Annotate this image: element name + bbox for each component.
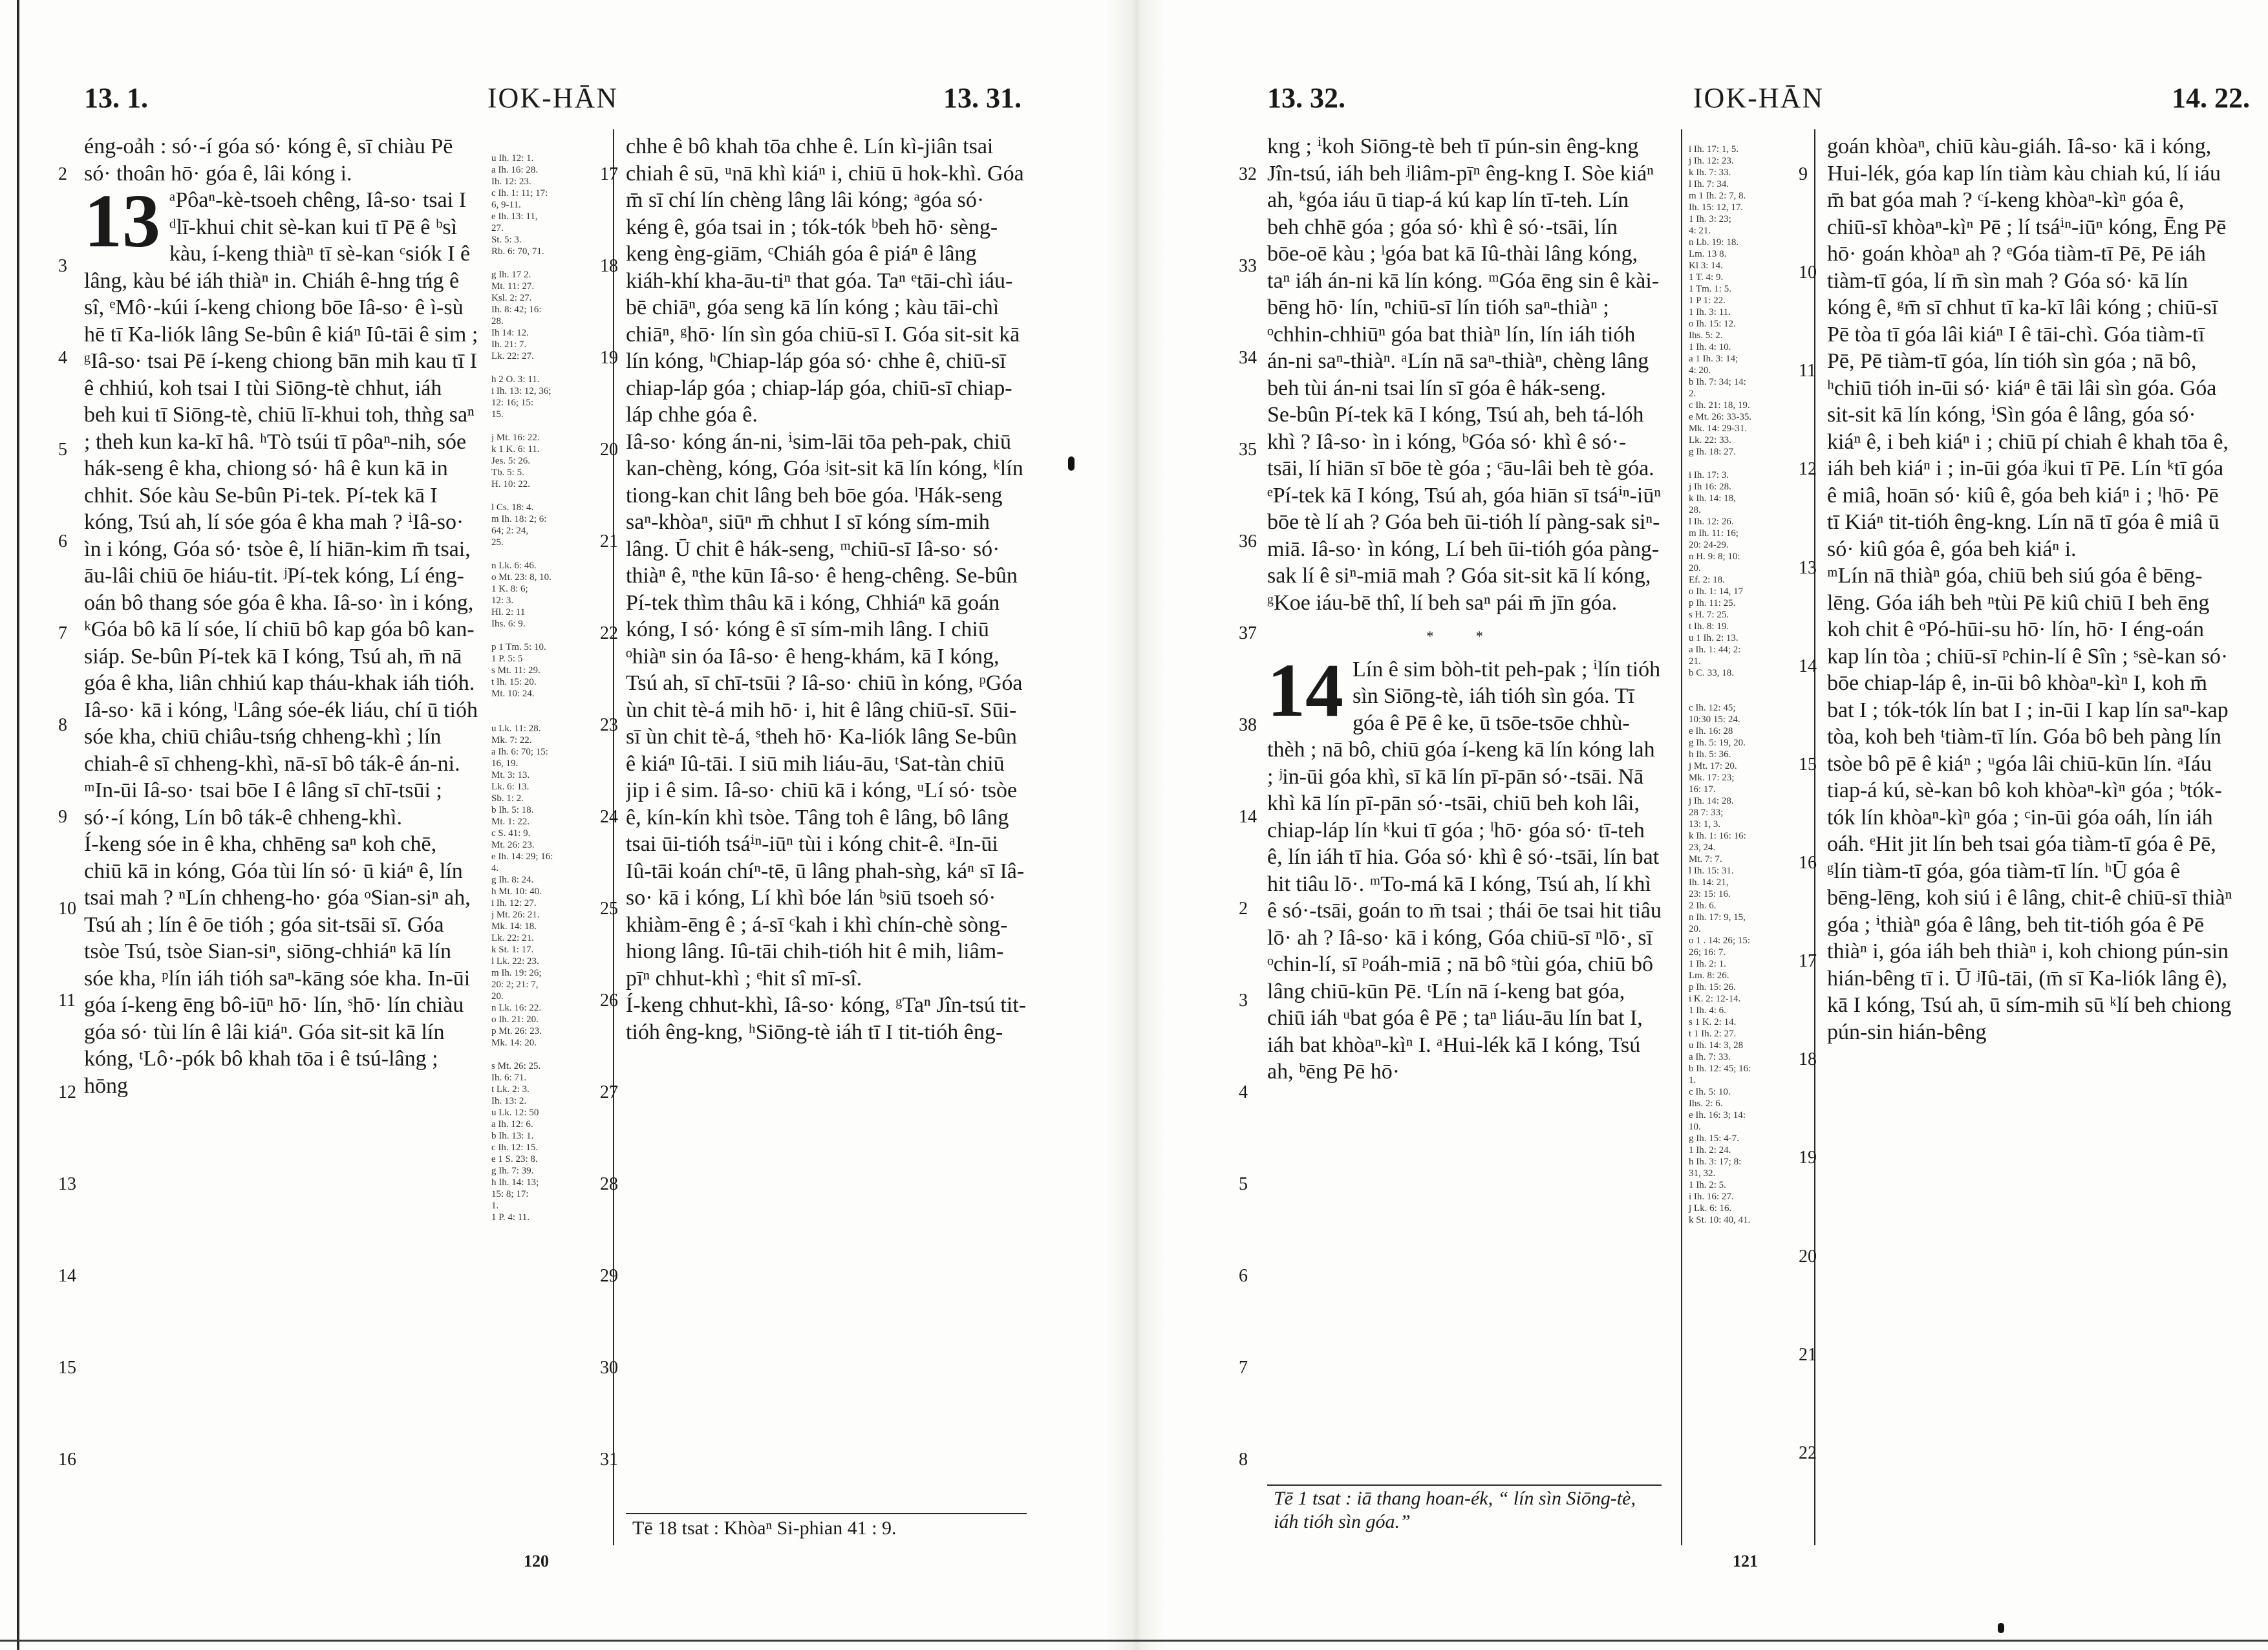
right-column-a bbox=[1267, 133, 1662, 1086]
marginal-reference: g Ih. 5: 19, 20. bbox=[1689, 738, 1746, 748]
verse-number: 26 bbox=[600, 991, 618, 1011]
marginal-reference: 1 P. 5: 5 bbox=[491, 654, 523, 664]
marginal-reference: s H. 7: 25. bbox=[1689, 610, 1729, 620]
verse-number: 3 bbox=[1239, 991, 1248, 1011]
marginal-reference: Ihs. 6: 9. bbox=[491, 619, 526, 629]
marginal-reference: p Ih. 15: 26. bbox=[1689, 982, 1736, 992]
marginal-references-left bbox=[491, 153, 601, 1223]
marginal-reference: Mt. 3: 13. bbox=[491, 770, 530, 780]
marginal-reference: Mt. 7: 7. bbox=[1689, 854, 1722, 864]
book-binding-gutter bbox=[1106, 0, 1165, 1650]
verse-number: 25 bbox=[600, 899, 618, 919]
header-chapter-start: 13. 1. bbox=[84, 82, 148, 114]
header-chapter-end: 14. 22. bbox=[2172, 82, 2250, 114]
marginal-reference: Lk. 22: 33. bbox=[1689, 435, 1731, 445]
marginal-reference: 1 Ih. 2: 1. bbox=[1689, 959, 1726, 969]
marginal-reference: e Ih. 14: 29; 16: bbox=[491, 852, 553, 862]
verse-number: 8 bbox=[1239, 1450, 1248, 1470]
marginal-reference: H. 10: 22. bbox=[491, 479, 530, 489]
verse-number: 12 bbox=[58, 1082, 76, 1102]
marginal-reference: i Ih. 17: 1, 5. bbox=[1689, 144, 1739, 155]
verse-number: 22 bbox=[1799, 1442, 1817, 1463]
marginal-reference: j Mt. 16: 22. bbox=[491, 433, 540, 443]
marginal-reference: k Ih. 14: 18, bbox=[1689, 493, 1736, 504]
marginal-reference: Mt. 11: 27. bbox=[491, 281, 535, 292]
marginal-reference: u Ih. 14: 3, 28 bbox=[1689, 1040, 1744, 1051]
marginal-reference: m Ih. 19: 26; bbox=[491, 968, 542, 978]
marginal-reference: Ksl. 2: 27. bbox=[491, 293, 532, 303]
marginal-reference: 20: 2; 21: 7, bbox=[491, 980, 539, 990]
marginal-reference: 10:30 15: 24. bbox=[1689, 714, 1740, 725]
column-rule bbox=[1814, 129, 1815, 1545]
marginal-reference: h Mt. 10: 40. bbox=[491, 886, 542, 897]
marginal-reference: 1 T. 4: 9. bbox=[1689, 272, 1724, 283]
marginal-reference: h 2 O. 3: 11. bbox=[491, 374, 540, 385]
marginal-reference: m 1 Ih. 2: 7, 8. bbox=[1689, 191, 1746, 201]
verse-number: 30 bbox=[600, 1358, 618, 1378]
marginal-reference: o Ih. 1: 14, 17 bbox=[1689, 586, 1744, 597]
marginal-reference: l Cs. 18: 4. bbox=[491, 502, 534, 513]
marginal-reference: g Ih. 15: 4-7. bbox=[1689, 1133, 1739, 1144]
verse-number: 19 bbox=[1799, 1148, 1817, 1168]
chapter-drop-number: 13 bbox=[84, 178, 160, 263]
marginal-reference: 2. bbox=[1689, 389, 1696, 399]
verse-number: 7 bbox=[58, 623, 67, 643]
verse-number: 31 bbox=[600, 1450, 618, 1470]
verse-number: 20 bbox=[1799, 1246, 1817, 1267]
marginal-reference: u 1 Ih. 2: 13. bbox=[1689, 633, 1738, 643]
marginal-reference: 27. bbox=[491, 223, 504, 233]
verse-number: 10 bbox=[1799, 262, 1817, 283]
verse-number: 28 bbox=[600, 1174, 618, 1194]
marginal-reference: b C. 33, 18. bbox=[1689, 668, 1735, 678]
marginal-reference: Ih. 15: 12, 17. bbox=[1689, 202, 1744, 213]
marginal-reference: Lm. 13 8. bbox=[1689, 249, 1727, 259]
verse-number: 15 bbox=[1799, 754, 1817, 775]
marginal-reference: 1 K. 8: 6; bbox=[491, 584, 528, 594]
marginal-reference bbox=[491, 700, 601, 711]
marginal-reference: Ih. 6: 71. bbox=[491, 1073, 527, 1083]
marginal-reference: Ih. 14: 21, bbox=[1689, 877, 1729, 888]
marginal-reference: o 1 . 14: 26; 15: bbox=[1689, 936, 1751, 946]
marginal-reference: Ef. 2: 18. bbox=[1689, 575, 1725, 585]
marginal-reference: a Ih. 12: 6. bbox=[491, 1119, 533, 1130]
paragraph: éng-oảh : só·-í góa só· kóng ê, sī chiàu Pē só· thoân hō· góa ê, lâi kóng i. bbox=[84, 134, 453, 186]
marginal-reference: j Ih. 14: 28. bbox=[1689, 796, 1734, 806]
verse-number: 14 bbox=[58, 1266, 76, 1286]
marginal-reference: 2 Ih. 6. bbox=[1689, 901, 1717, 911]
marginal-reference: b Ih. 7: 34; 14: bbox=[1689, 377, 1746, 387]
marginal-reference: h Ih. 5: 36. bbox=[1689, 749, 1731, 760]
marginal-reference: Ih. 13: 2. bbox=[491, 1096, 527, 1106]
column-rule bbox=[1681, 129, 1682, 1545]
marginal-reference: n Ih. 17: 9, 15, bbox=[1689, 912, 1746, 923]
marginal-reference: n Lb. 19: 18. bbox=[1689, 237, 1739, 248]
marginal-reference: u Lk. 11: 28. bbox=[491, 723, 541, 734]
marginal-reference: e 1 S. 23: 8. bbox=[491, 1154, 538, 1164]
marginal-reference bbox=[491, 490, 601, 502]
paragraph: goán khòaⁿ, chiū kàu-giáh. Iâ-so· kā i kóng, Hui-lék, góa kap lín tiàm kàu chiah kú, lí iáu m̄ bat góa mah ? ᶜí-keng khòaⁿ-kìⁿ góa ê, chiū-sī khòaⁿ-kìⁿ Pē ; lí tsáⁱⁿ-iūⁿ kóng, Ēng Pē hō· goán khòaⁿ ah ? ᵉGóa tiàm-tī Pē, Pē iáh tiàm-tī góa, lí m̄ sìn mah ? Góa só· kā lín kóng ê, ᵍm̄ sī chhut tī ka-kī lâi kóng ; chiū-sī Pē tòa tī góa lâi kiáⁿ I ê tāi-chì. Góa tiàm-tī Pē, Pē tiàm-tī góa, lín tióh sìn góa ; nā bô, ʰchiū tióh in-ūi só· kiáⁿ ê tāi lâi sìn góa. Góa sit-sit kā lín kóng, ⁱSìn góa ê lâng, góa só· kiáⁿ ê, i beh kiáⁿ i ; chiū pí chiah ê khah tōa ê, iáh beh kiáⁿ i ; in-ūi góa ʲkui tī Pē. Lín ᵏtī góa ê miâ, hoān só· kiû ê, góa beh kiáⁿ i ; ˡhō· Pē tī Kiáⁿ tit-tióh êng-kng. Lín nā tī góa ê miâ ū só· kiû góa ê, góa beh kiáⁿ i. bbox=[1827, 134, 2229, 561]
marginal-reference: o Ih. 15: 12. bbox=[1689, 319, 1736, 329]
marginal-reference: Mt. 1: 22. bbox=[491, 817, 530, 827]
verse-number: 14 bbox=[1799, 656, 1817, 676]
marginal-reference: Lk. 22: 27. bbox=[491, 351, 534, 361]
marginal-reference: k Ih. 7: 33. bbox=[1689, 167, 1731, 178]
marginal-reference: 16: 17. bbox=[1689, 784, 1716, 795]
verse-number: 9 bbox=[58, 807, 67, 827]
verse-number: 14 bbox=[1239, 807, 1257, 827]
marginal-reference: l Ih. 12: 26. bbox=[1689, 517, 1734, 527]
marginal-reference: b Ih. 13: 1. bbox=[491, 1131, 534, 1141]
marginal-reference: t Lk. 2: 3. bbox=[491, 1084, 530, 1095]
marginal-reference: t Ih. 15: 20. bbox=[491, 677, 537, 687]
marginal-reference: 28. bbox=[1689, 505, 1701, 515]
verse-number: 21 bbox=[600, 531, 618, 552]
marginal-reference: 15. bbox=[491, 409, 504, 420]
verse-number: 21 bbox=[1799, 1344, 1817, 1365]
marginal-reference: c Ih. 21: 18, 19. bbox=[1689, 400, 1750, 411]
verse-number: 23 bbox=[600, 715, 618, 735]
page-number: 120 bbox=[524, 1552, 549, 1570]
section-divider: * * bbox=[1426, 628, 1503, 644]
marginal-reference: b Ih. 12: 45; 16: bbox=[1689, 1064, 1751, 1074]
marginal-reference: Mt. 10: 24. bbox=[491, 689, 535, 699]
marginal-reference: Ihs. 5: 2. bbox=[1689, 330, 1723, 341]
verse-number: 27 bbox=[600, 1082, 618, 1102]
chapter-drop-number: 14 bbox=[1267, 647, 1343, 733]
paragraph: Í-keng chhut-khì, Iâ-so· kóng, ᵍTaⁿ Jîn-tsú tit-tióh êng-kng, ʰSiōng-tè iáh tī I tit-tióh êng- bbox=[626, 993, 1027, 1044]
marginal-reference: 4: 20. bbox=[1689, 365, 1711, 376]
marginal-reference: 23: 15: 16. bbox=[1689, 889, 1731, 899]
marginal-reference: 1. bbox=[491, 1201, 499, 1211]
marginal-reference: Lm. 8: 26. bbox=[1689, 970, 1729, 981]
marginal-reference: t 1 Ih. 2: 27. bbox=[1689, 1029, 1737, 1039]
verse-number: 7 bbox=[1239, 1358, 1248, 1378]
verse-number: 6 bbox=[1239, 1266, 1248, 1286]
paragraph: Lín ê sim bòh-tit peh-pak ; ⁱlín tióh sìn Siōng-tè, iáh tióh sìn góa. Tī góa ê Pē ê ke, ū tsōe-tsōe chhù-thèh ; nā bô, chiū góa í-keng kā lín kóng lah ; ʲin-ūi góa khì, sī kā lín pī-pān só·-tsāi. Nā khì kā lín pī-pān só·-tsāi, chiū beh koh lâi, chiap-láp lín ᵏkui tī góa ; ˡhō· góa só· tī-teh ê, lín iáh tī hia. Góa só· khì ê só·-tsāi, lín bat hit tiâu lō·. ᵐTo-má kā I kóng, Tsú ah, lí khì ê só·-tsāi, goán to m̄ tsai ; thái ōe tsai hit tiâu lō· ah ? Iâ-so· kā i kóng, Góa chiū-sī ⁿlō·, sī ᵒchin-lí, sī ᵖoáh-miā ; nā bô ˢtùi góa, chiū bô lâng chiū-kūn Pē. ᵗLín nā í-keng bat góa, chiū iáh ᵘbat góa ê Pē ; taⁿ liáu-āu lín bat I, iáh bat khòaⁿ-kìⁿ I. ᵃHui-lék kā I kóng, Tsú ah, ᵇēng Pē hō· bbox=[1267, 657, 1662, 1084]
marginal-reference: 23, 24. bbox=[1689, 842, 1716, 853]
verse-number: 17 bbox=[600, 164, 618, 184]
marginal-reference: Lk. 6: 13. bbox=[491, 782, 530, 792]
marginal-reference: 64; 2: 24, bbox=[491, 526, 529, 536]
paragraph: chhe ê bô khah tōa chhe ê. Lín kì-jiân tsai chiah ê sū, ᵘnā khì kiáⁿ i, chiū ū hok-khì. Góa m̄ sī chí lín chèng lâng lâi kóng; ᵃgóa só· kéng ê, góa tsai in ; tók-tók ᵇbeh hō· sèng-keng èng-giām, ᶜChiáh góa ê piáⁿ ê lâng kiáh-khí kha-āu-tiⁿ that góa. Taⁿ ᵉtāi-chì iáu-bē chiāⁿ, góa seng kā lín kóng ; kàu tāi-chì chiāⁿ, ᵍhō· lín sìn góa chiū-sī I. Góa sit-sit kā lín kóng, ʰChiap-láp góa só· chhe ê, chiū-sī chiap-láp góa ; chiap-láp góa, chiū-sī chiap-láp chhe góa ê. bbox=[626, 134, 1024, 427]
marginal-reference: k St. 1: 17. bbox=[491, 945, 534, 955]
marginal-reference: m Ih. 11: 16; bbox=[1689, 528, 1738, 539]
verse-number: 2 bbox=[58, 164, 67, 184]
marginal-reference: 16, 19. bbox=[491, 758, 519, 769]
marginal-reference: 20. bbox=[1689, 563, 1701, 573]
marginal-reference: 28 7: 33; bbox=[1689, 808, 1724, 818]
marginal-reference: Mt. 26: 23. bbox=[491, 840, 535, 850]
marginal-reference: Rb. 6: 70, 71. bbox=[491, 246, 544, 257]
marginal-reference: 1 Ih. 4: 6. bbox=[1689, 1005, 1726, 1016]
marginal-reference: n Lk. 6: 46. bbox=[491, 561, 537, 571]
marginal-reference: 31, 32. bbox=[1689, 1168, 1716, 1179]
verse-number: 4 bbox=[58, 348, 67, 368]
verse-number: 11 bbox=[58, 991, 76, 1011]
verse-number: 3 bbox=[58, 256, 67, 276]
marginal-reference: Mk. 17: 23; bbox=[1689, 773, 1735, 783]
marginal-reference: i Ih. 13: 12, 36; bbox=[491, 386, 551, 396]
marginal-reference: h Ih. 14: 13; bbox=[491, 1177, 539, 1188]
paragraph: Se-bûn Pí-tek kā I kóng, Tsú ah, beh tá-lóh khì ? Iâ-so· ìn i kóng, ᵇGóa só· khì ê só·-tsāi, lí hiān sī bōe tè góa ; ᶜāu-lâi beh tè góa. ᵉPí-tek kā I kóng, Tsú ah, góa hiān sī tsáⁱⁿ-iūⁿ bōe tè lí ah ? Góa beh ūi-tióh lí pàng-sak siⁿ-miā. Iâ-so· ìn kóng, Lí beh ūi-tióh góa pàng-sak lí ê siⁿ-miā mah ? Góa sit-sit kā lí kóng, ᵍKoe iáu-bē thî, lí beh saⁿ pái m̄ jīn góa. bbox=[1267, 403, 1662, 615]
marginal-reference: 25. bbox=[491, 537, 504, 548]
marginal-reference: 1 P 1: 22. bbox=[1689, 295, 1726, 306]
marginal-reference bbox=[491, 630, 601, 641]
marginal-reference: Kl 3: 14. bbox=[1689, 261, 1723, 271]
right-column-b bbox=[1827, 133, 2234, 1045]
verse-number: 20 bbox=[600, 440, 618, 460]
verse-number: 6 bbox=[58, 531, 67, 552]
marginal-reference: k St. 10: 40, 41. bbox=[1689, 1215, 1751, 1225]
marginal-reference: k 1 K. 6: 11. bbox=[491, 444, 540, 455]
paragraph: Iâ-so· kóng án-ni, ⁱsim-lāi tōa peh-pak, chiū kan-chèng, kóng, Góa ʲsit-sit kā lín kóng, ᵏlín tiong-kan chit lâng beh bōe góa. ˡHák-seng saⁿ-khòaⁿ, siūⁿ m̄ chhut I sī kóng sím-mih lâng. Ū chit ê hák-seng, ᵐchiū-sī Iâ-so· só· thiàⁿ ê, ⁿthe kūn Iâ-so· ê heng-chêng. Se-bûn Pí-tek thìm thâu kā i kóng, Chhiáⁿ kā goán kóng, I só· kóng ê sī sím-mih lâng. I chiū ᵒhiàⁿ sin óa Iâ-so· ê heng-khám, kā I kóng, Tsú ah, sī chī-tsūi ? Iâ-so· chiū ìn kóng, ᵖGóa ùn chit tè-á mih hō· i, hit ê lâng chiū-sī. Sūi-sī ùn chit tè-á, ˢtheh hō· Ka-liók lâng Se-bûn ê kiáⁿ Iû-tāi. I siū mih liáu-āu, ᵗSat-tàn chiū jip i ê sim. Iâ-so· chiū kā i kóng, ᵘLí só· tsòe ê, kín-kín khì tsòe. Tâng toh ê lâng, bô lâng tsai ūi-tióh tsáⁱⁿ-iūⁿ tùi i kóng chit-ê. ᵃIn-ūi Iû-tāi koán chíⁿ-tē, ū lâng phah-sǹg, káⁿ sī Iâ-so· kā i kóng, Lí khì bóe lán ᵇsiū tsoeh só· khiàm-ēng ê ; á-sī ᶜkah i khì chín-chè sòng-hiong lâng. Iû-tāi chih-tióh hit ê mih, liâm-pīⁿ chhut-khì ; ᵉhit sî mī-sî. bbox=[626, 429, 1025, 991]
right-page bbox=[1215, 0, 2268, 1650]
marginal-reference: Mk. 14: 29-31. bbox=[1689, 423, 1747, 434]
marginal-reference: c Ih. 5: 10. bbox=[1689, 1087, 1731, 1097]
verse-number: 13 bbox=[58, 1174, 76, 1194]
marginal-reference: h Ih. 3: 17; 8: bbox=[1689, 1157, 1742, 1167]
header-chapter-end: 13. 31. bbox=[943, 82, 1022, 114]
marginal-reference: Ih. 21: 7. bbox=[491, 339, 527, 350]
marginal-reference: i Ih. 12: 27. bbox=[491, 898, 537, 908]
footnote-rule bbox=[1267, 1484, 1662, 1486]
marginal-references-right bbox=[1689, 144, 1805, 1226]
verse-number: 11 bbox=[1799, 361, 1816, 381]
marginal-reference: i K. 2: 12-14. bbox=[1689, 994, 1741, 1004]
marginal-reference bbox=[491, 420, 601, 432]
marginal-reference: Mk. 14: 18. bbox=[491, 921, 537, 932]
marginal-reference bbox=[491, 362, 601, 374]
marginal-reference: Ih. 8: 42; 16: bbox=[491, 305, 542, 315]
verse-number: 16 bbox=[58, 1450, 76, 1470]
left-page bbox=[0, 0, 1112, 1650]
marginal-reference: l Lk. 22: 23. bbox=[491, 956, 539, 967]
marginal-reference: j Mt. 26: 21. bbox=[491, 910, 540, 920]
marginal-reference: g Ih. 17 2. bbox=[491, 270, 531, 280]
marginal-reference: g Ih. 7: 39. bbox=[491, 1166, 534, 1176]
marginal-reference: j Ih. 12: 23. bbox=[1689, 156, 1734, 166]
verse-number: 37 bbox=[1239, 623, 1257, 643]
header-book-title: IOK-HĀN bbox=[1693, 82, 1824, 114]
marginal-reference: Lk. 22: 21. bbox=[491, 933, 534, 943]
marginal-reference: 1. bbox=[1689, 1075, 1696, 1086]
marginal-reference: 1 Tm. 1: 5. bbox=[1689, 284, 1731, 294]
verse-number: 36 bbox=[1239, 531, 1257, 552]
marginal-reference: l Ih. 15: 31. bbox=[1689, 866, 1734, 876]
marginal-reference: a 1 Ih. 3: 14; bbox=[1689, 354, 1738, 364]
marginal-reference bbox=[1689, 679, 1805, 691]
marginal-reference: l Ih. 7: 34. bbox=[1689, 179, 1729, 189]
marginal-reference: 20: 24-29. bbox=[1689, 540, 1729, 550]
verse-number: 19 bbox=[600, 348, 618, 368]
marginal-reference: 1 Ih. 3: 11. bbox=[1689, 307, 1731, 317]
marginal-reference bbox=[491, 257, 601, 269]
marginal-reference: m Ih. 18: 2; 6: bbox=[491, 514, 547, 524]
marginal-reference: Ih 14: 12. bbox=[491, 328, 529, 338]
marginal-reference: 1 Ih. 2: 5. bbox=[1689, 1180, 1726, 1190]
footnote: Tē 18 tsat : Khòaⁿ Si-phian 41 : 9. bbox=[632, 1517, 897, 1539]
left-column-a bbox=[84, 133, 478, 1099]
marginal-reference: a Ih. 1: 44; 2: bbox=[1689, 645, 1741, 655]
verse-number: 2 bbox=[1239, 899, 1248, 919]
marginal-reference bbox=[1689, 458, 1805, 469]
verse-number: 22 bbox=[600, 623, 618, 643]
marginal-reference: j Lk. 6: 16. bbox=[1689, 1203, 1732, 1214]
marginal-reference: s Mt. 26: 25. bbox=[491, 1061, 541, 1071]
marginal-reference: g Ih. 18: 27. bbox=[1689, 447, 1736, 457]
marginal-reference: n H. 9: 8; 10: bbox=[1689, 552, 1740, 562]
verse-number: 18 bbox=[600, 256, 618, 276]
marginal-reference bbox=[491, 711, 601, 723]
paragraph: ᵃPôaⁿ-kè-tsoeh chêng, Iâ-so· tsai I ᵈlī-khui chit sè-kan kui tī Pē ê ᵇsì kàu, í-keng thiàⁿ tī sè-kan ᶜsiók I ê lâng, kàu bé iáh thiàⁿ in. Chiáh ê-hng tńg ê sî, ᵉMô·-kúi í-keng chiong bōe Iâ-so· ê ì-sù hē tī Ka-liók lâng Se-bûn ê kiáⁿ Iû-tāi ê sim ; ᵍIâ-so· tsai Pē í-keng chiong bān mih kau tī I ê chhiú, koh tsai I tùi Siōng-tè chhut, iáh beh kui tī Siōng-tè, chiū lī-khui toh, thǹg saⁿ ; theh kun ka-kī hâ. ʰTò tsúi tī pôaⁿ-nih, sóe hák-seng ê kha, chiong só· hâ ê kun kā in chhit. Sóe kàu Se-bûn Pi-tek. Pí-tek kā I kóng, Tsú ah, lí sóe góa ê kha mah ? ⁱIâ-so· ìn i kóng, Góa só· tsòe ê, lí hiān-kim m̄ tsai, āu-lâi chiū ōe hiáu-tit. ʲPí-tek kóng, Lí éng-oán bô thang sóe góa ê kha. Iâ-so· ìn i kóng, ᵏGóa bô kā lí sóe, lí chiū bô kap góa bô kan-siáp. Se-bûn Pí-tek kā I kóng, Tsú ah, m̄ nā góa ê kha, liân chhiú kap tháu-khak iáh tióh. Iâ-so· kā i kóng, ˡLâng sóe-ék liáu, chí ū tióh sóe kha, chiū chiâu-tsńg chheng-khì ; lín chiah-ê sī chheng-khì, nā-sī bô ták-ê án-ni. ᵐIn-ūi Iâ-so· tsai bōe I ê lâng sī chī-tsūi ; só·-í kóng, Lín bô ták-ê chheng-khì. bbox=[84, 188, 478, 830]
marginal-reference: Mk. 7: 22. bbox=[491, 735, 532, 745]
verse-number: 24 bbox=[600, 807, 618, 827]
marginal-reference bbox=[491, 548, 601, 560]
verse-number: 15 bbox=[58, 1358, 76, 1378]
marginal-reference: p Ih. 11: 25. bbox=[1689, 598, 1736, 608]
paragraph: ᵐLín nā thiàⁿ góa, chiū beh siú góa ê bēng-lēng. Góa iáh beh ⁿtùi Pē kiû chiū I beh ēng koh chit ê ᵒPó-hūi-su hō· lín, hō· I éng-oán kap lín tòa ; chiū-sī ᵖchin-lí ê Sîn ; ˢsè-kan só· bōe chiap-láp ê, in-ūi bô khòaⁿ-kìⁿ I, koh m̄ bat I ; tók-tók lín bat I ; in-ūi I kap lín saⁿ-kap tòa, koh beh ᵗtiàm-tī lín. Góa bô beh pàng lín tsòe bô pē ê kiáⁿ ; ᵘgóa lâi chiū-kūn lín. ᵃIáu tiap-á kú, sè-kan bô koh khòaⁿ-kìⁿ góa ; ᵇtók-tók lín khòaⁿ-kìⁿ góa ; ᶜin-ūi góa oáh, lín iáh oáh. ᵉHit jit lín beh tsai góa tiàm-tī góa ê Pē, ᵍlín tiàm-tī góa, góa tiàm-tī lín. ʰŪ góa ê bēng-lēng, koh siú i ê lâng, chit-ê chiū-sī thiàⁿ góa ; ⁱthiàⁿ góa ê lâng, beh tit-tióh góa ê Pē thiàⁿ i, góa iáh beh thiàⁿ i, koh chiong pún-sin hián-bêng tī i. Ū ʲIû-tāi, (m̄ sī Ka-liók lâng ê), kā I kóng, Tsú ah, ū sím-mih sū ᵏlí beh chiong pún-sin hián-bêng bbox=[1827, 564, 2232, 1044]
marginal-reference: j Ih 16: 28. bbox=[1689, 482, 1731, 492]
marginal-reference: g Ih. 8: 24. bbox=[491, 875, 534, 885]
marginal-reference: Tb. 5: 5. bbox=[491, 467, 524, 478]
verse-number: 13 bbox=[1799, 557, 1817, 578]
marginal-reference: n Lk. 16: 22. bbox=[491, 1003, 542, 1013]
verse-number: 32 bbox=[1239, 164, 1257, 184]
marginal-reference: u Ih. 12: 1. bbox=[491, 153, 534, 164]
marginal-reference: t Ih. 8: 19. bbox=[1689, 621, 1729, 632]
verse-number: 9 bbox=[1799, 164, 1808, 184]
marginal-reference: Mk. 14: 20. bbox=[491, 1038, 537, 1048]
marginal-reference: b Ih. 5: 18. bbox=[491, 805, 534, 815]
marginal-reference: 21. bbox=[1689, 656, 1701, 667]
marginal-reference: 10. bbox=[1689, 1122, 1701, 1132]
verse-number: 10 bbox=[58, 899, 76, 919]
marginal-reference: 1 P. 4: 11. bbox=[491, 1212, 530, 1223]
marginal-reference: 12: 3. bbox=[491, 595, 514, 606]
verse-number: 35 bbox=[1239, 440, 1257, 460]
marginal-reference: 6, 9-11. bbox=[491, 200, 521, 210]
marginal-reference: 26; 16: 7. bbox=[1689, 947, 1726, 958]
verse-number: 5 bbox=[1239, 1174, 1248, 1194]
footnote-rule bbox=[626, 1513, 1027, 1514]
marginal-reference: u Lk. 12: 50 bbox=[491, 1108, 539, 1118]
marginal-reference: c Ih. 12: 15. bbox=[491, 1142, 539, 1153]
marginal-reference: c Ih. 1: 11; 17: bbox=[491, 188, 548, 198]
marginal-reference: 20. bbox=[491, 991, 504, 1002]
marginal-reference: e Ih. 16: 28 bbox=[1689, 726, 1733, 736]
marginal-reference: a Ih. 16: 28. bbox=[491, 165, 539, 175]
verse-number: 8 bbox=[58, 715, 67, 735]
marginal-reference: i Ih. 16: 27. bbox=[1689, 1192, 1734, 1202]
marginal-reference: Ih. 12: 23. bbox=[491, 177, 531, 187]
marginal-reference: St. 5: 3. bbox=[491, 235, 522, 245]
marginal-reference: 1 Ih. 3: 23; bbox=[1689, 214, 1731, 224]
marginal-reference: e Ih. 16: 3; 14: bbox=[1689, 1110, 1746, 1120]
marginal-reference: k Ih. 1: 16: 16: bbox=[1689, 831, 1746, 841]
verse-number: 33 bbox=[1239, 256, 1257, 276]
verse-number: 16 bbox=[1799, 853, 1817, 873]
marginal-reference: o Mt. 23: 8, 10. bbox=[491, 572, 551, 583]
marginal-reference: s 1 K. 2: 14. bbox=[1689, 1017, 1737, 1027]
marginal-reference: 4: 21. bbox=[1689, 226, 1711, 236]
marginal-reference bbox=[491, 1049, 601, 1060]
column-rule bbox=[613, 129, 614, 1545]
marginal-reference: a Ih. 7: 33. bbox=[1689, 1052, 1731, 1062]
marginal-reference: c Ih. 12: 45; bbox=[1689, 703, 1736, 713]
marginal-reference: i Ih. 17: 3. bbox=[1689, 470, 1729, 480]
marginal-reference: 1 Ih. 4: 10. bbox=[1689, 342, 1731, 352]
verse-number: 12 bbox=[1799, 459, 1817, 480]
left-column-b bbox=[626, 133, 1027, 1045]
verse-number: 34 bbox=[1239, 348, 1257, 368]
marginal-reference: e Ih. 13: 11, bbox=[491, 211, 538, 222]
marginal-reference: Hl. 2: 11 bbox=[491, 607, 526, 617]
marginal-reference: Sb. 1: 2. bbox=[491, 793, 524, 804]
marginal-reference bbox=[1689, 691, 1805, 702]
marginal-reference: 1 Ih. 2: 24. bbox=[1689, 1145, 1731, 1155]
verse-number: 38 bbox=[1239, 715, 1257, 735]
marginal-reference: e Mt. 26: 33-35. bbox=[1689, 412, 1752, 422]
footnote: Tē 1 tsat : iā thang hoan-ék, “ lín sìn Siōng-tè, iáh tióh sìn góa.” bbox=[1274, 1488, 1636, 1532]
marginal-reference: 28. bbox=[491, 316, 504, 327]
marginal-reference: 12: 16; 15: bbox=[491, 398, 534, 408]
header-chapter-start: 13. 32. bbox=[1267, 82, 1345, 114]
verse-number: 18 bbox=[1799, 1049, 1817, 1070]
page-number: 121 bbox=[1733, 1552, 1758, 1570]
marginal-reference: 15: 8; 17: bbox=[491, 1189, 529, 1199]
marginal-reference: Jes. 5: 26. bbox=[491, 456, 530, 466]
marginal-reference: s Mt. 11: 29. bbox=[491, 665, 540, 676]
paragraph: kng ; ⁱkoh Siōng-tè beh tī pún-sin êng-kng Jîn-tsú, iáh beh ʲliâm-pīⁿ êng-kng I. Sòe kiáⁿ ah, ᵏgóa iáu ū tiap-á kú kap lín tī-teh. Lín beh chhē góa ; góa só· khì ê só·-tsāi, lín bōe-oē kàu ; ˡgóa bat kā Iû-thài lâng kóng, taⁿ iáh án-ni kā lín kóng. ᵐGóa ēng sin ê kài-bēng hō· lín, ⁿchiū-sī lín tióh saⁿ-thiàⁿ ; ᵒchhin-chhiūⁿ góa bat thiàⁿ lín, lín iáh tióh án-ni saⁿ-thiàⁿ. ᵃLín nā saⁿ-thiàⁿ, chèng lâng beh tùi án-ni tsai lín sī góa ê hák-seng. bbox=[1267, 134, 1660, 400]
marginal-reference: p 1 Tm. 5: 10. bbox=[491, 642, 546, 652]
verse-number: 17 bbox=[1799, 951, 1817, 972]
verse-number: 5 bbox=[58, 440, 67, 460]
marginal-reference: 20. bbox=[1689, 924, 1701, 934]
paragraph: Í-keng sóe in ê kha, chhēng saⁿ koh chē, chiū kā in kóng, Góa tùi lín só· ū kiáⁿ ê, lín tsai mah ? ⁿLín chheng-ho· góa ᵒSian-siⁿ ah, Tsú ah ; lín ê ōe tióh ; góa sit-tsāi sī. Góa tsòe Tsú, tsòe Sian-siⁿ, siōng-chhiáⁿ kā lín sóe kha, ᵖlín iáh tióh saⁿ-kāng sóe kha. In-ūi góa í-keng ēng bô-iūⁿ hō· lín, ˢhō· lín chiàu góa só· tùi lín ê lâi kiáⁿ. Góa sit-sit kā lín kóng, ᵗLô·-pók bô khah tōa i ê tsú-lâng ; hōng bbox=[84, 832, 471, 1098]
header-book-title: IOK-HĀN bbox=[487, 82, 619, 114]
marginal-reference: 13: 1, 3. bbox=[1689, 819, 1721, 830]
marginal-reference: p Mt. 26: 23. bbox=[491, 1026, 542, 1036]
verse-number: 4 bbox=[1239, 1082, 1248, 1102]
marginal-reference: 4. bbox=[491, 863, 499, 873]
marginal-reference: o Ih. 21: 20. bbox=[491, 1014, 539, 1025]
marginal-reference: Ihs. 2: 6. bbox=[1689, 1098, 1723, 1109]
verse-number: 29 bbox=[600, 1266, 618, 1286]
marginal-reference: c S. 41: 9. bbox=[491, 828, 531, 839]
marginal-reference: a Ih. 6: 70; 15: bbox=[491, 747, 548, 757]
marginal-reference: j Mt. 17: 20. bbox=[1689, 761, 1737, 771]
